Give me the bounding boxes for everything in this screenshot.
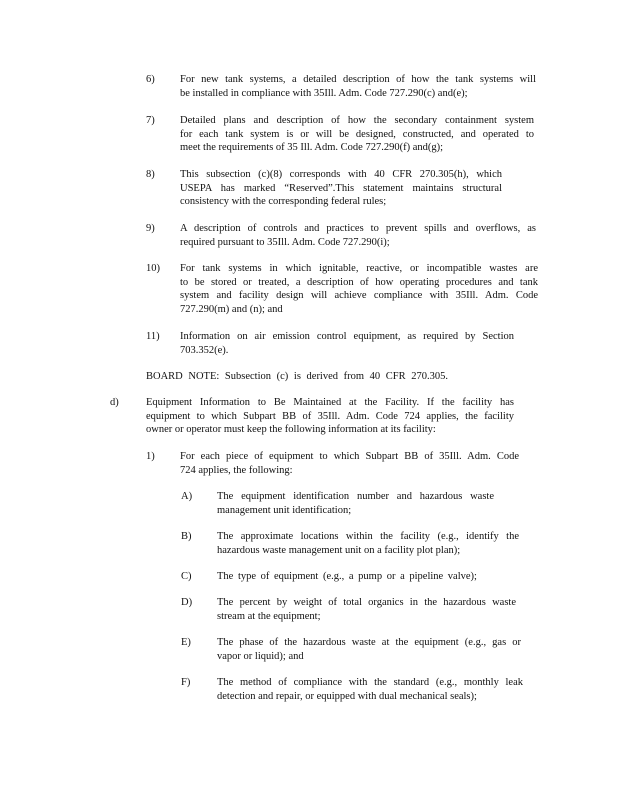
sub-item-text: The approximate locations within the facility (e.g., identify the hazardous waste management unit on a facility plot plan); — [217, 531, 519, 556]
item-number: 8) — [146, 169, 155, 180]
item-text: For tank systems in which ignitable, reactive, or incompatible wastes are to be stored or treated, a description of how operating procedures and tank system and facility design will achieve compliance with 35Ill. Adm. Code 727.290(m) and (n); and — [180, 263, 538, 315]
sub-item-text: The phase of the hazardous waste at the equipment (e.g., gas or vapor or liquid); and — [217, 637, 521, 662]
board-note-text: BOARD NOTE: Subsection (c) is derived from 40 CFR 270.305. — [146, 371, 449, 382]
sub-item-text: The percent by weight of total organics in the hazardous waste stream at the equipment; — [217, 597, 516, 622]
sub-item-text: The equipment identification number and hazardous waste management unit identification; — [217, 491, 494, 516]
sub-item-letter: C) — [181, 571, 192, 582]
sub-item-letter: F) — [181, 677, 191, 688]
item-text: This subsection (c)(8) corresponds with 40 CFR 270.305(h), which USEPA has marked “Reserved”.This statement maintains structural consistency with the corresponding federal rules; — [180, 169, 502, 208]
item-text: For new tank systems, a detailed description of how the tank systems will be installed in compliance with 35Ill. Adm. Code 727.290(c) and(e); — [180, 74, 536, 99]
item-number: 7) — [146, 115, 155, 126]
item-text: Detailed plans and description of how the secondary containment system for each tank system is or will be designed, constructed, and operated to meet the requirements of 35 Ill. Adm. Code 727.290(f) and(g); — [180, 115, 534, 154]
sub-item-letter: A) — [181, 491, 193, 502]
item-number: 10) — [146, 263, 160, 274]
sub-item-text: The method of compliance with the standard (e.g., monthly leak detection and repair, or equipped with dual mechanical seals); — [217, 677, 523, 702]
item-text: A description of controls and practices to prevent spills and overflows, as required pursuant to 35Ill. Adm. Code 727.290(i); — [180, 223, 536, 248]
item-number: 9) — [146, 223, 155, 234]
item-number: 1) — [146, 451, 155, 462]
item-number: 11) — [146, 331, 160, 342]
section-text: Equipment Information to Be Maintained at the Facility. If the facility has equipment to which Subpart BB of 35Ill. Adm. Code 724 applies, the facility owner or operator must keep the following information at its facility: — [146, 397, 514, 436]
item-text: For each piece of equipment to which Subpart BB of 35Ill. Adm. Code 724 applies, the following: — [180, 451, 519, 476]
item-text: Information on air emission control equipment, as required by Section 703.352(e). — [180, 331, 514, 356]
item-number: 6) — [146, 74, 155, 85]
sub-item-letter: B) — [181, 531, 192, 542]
sub-item-letter: D) — [181, 597, 193, 608]
sub-item-letter: E) — [181, 637, 191, 648]
section-number: d) — [110, 397, 119, 408]
sub-item-text: The type of equipment (e.g., a pump or a pipeline valve); — [217, 571, 477, 582]
